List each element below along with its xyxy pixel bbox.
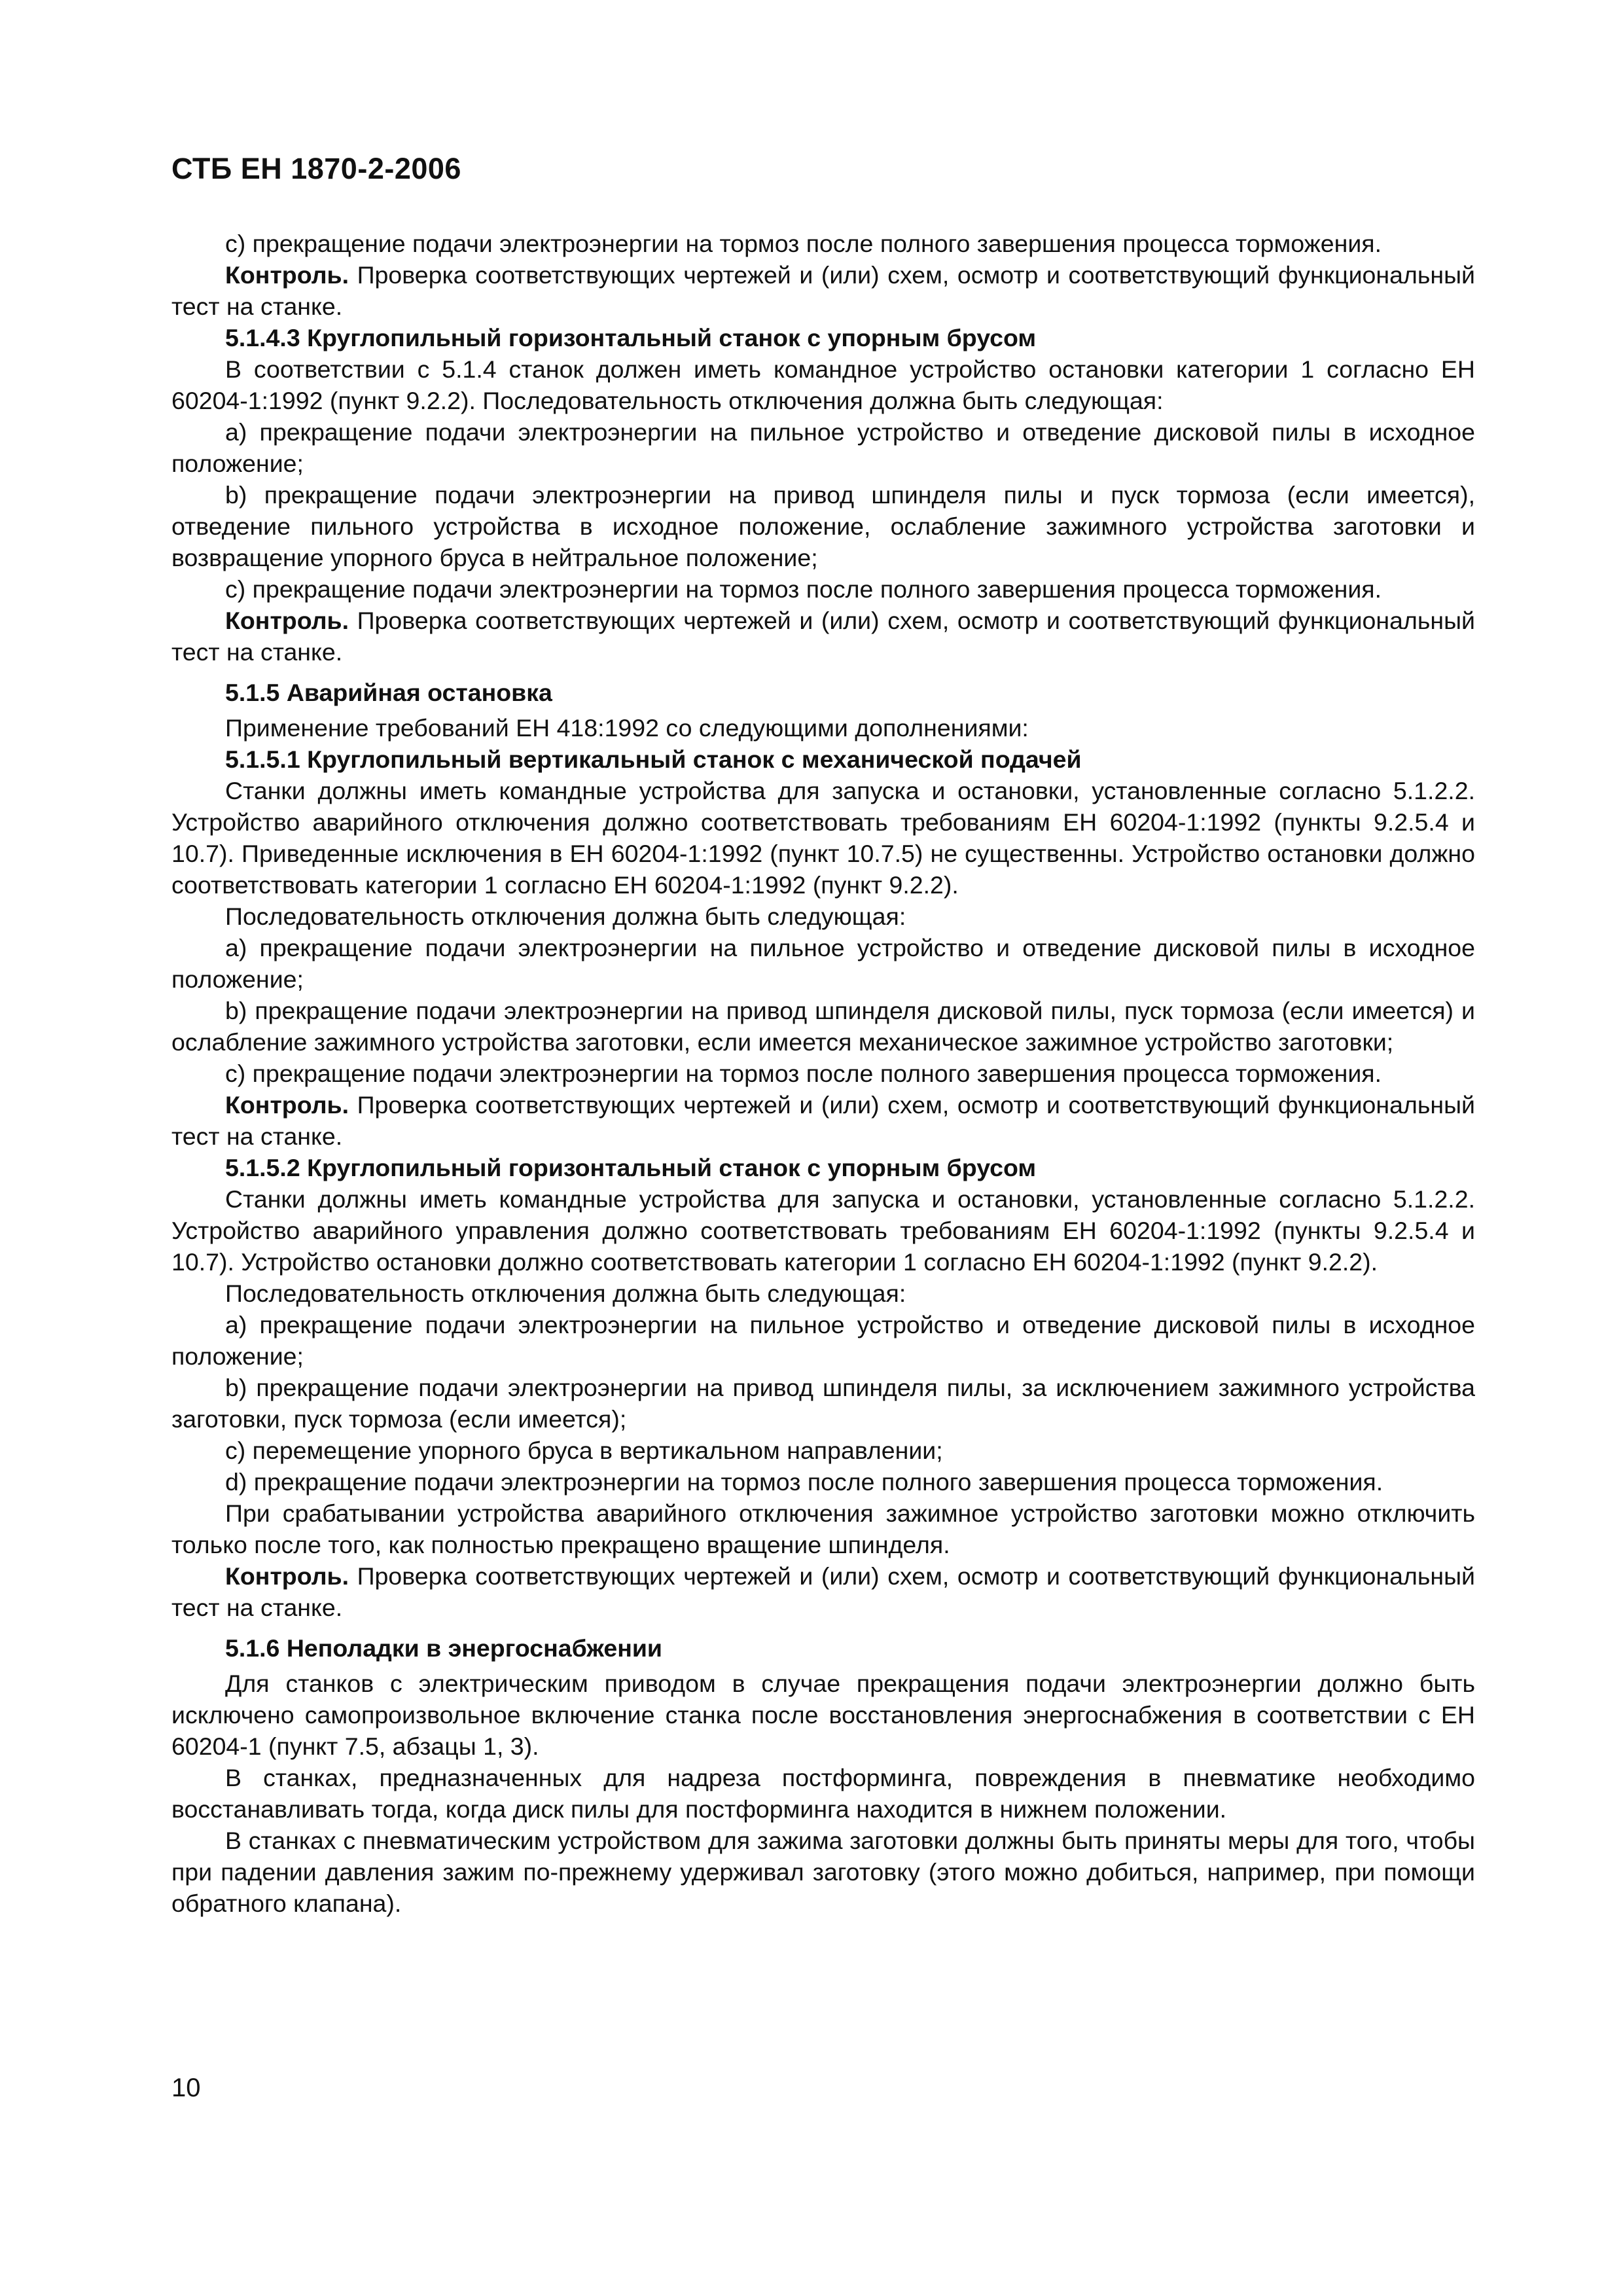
list-item: а) прекращение подачи электроэнергии на пильное устройство и отведение дисковой пилы в исходное положение; <box>171 418 1475 477</box>
paragraph: Применение требований ЕН 418:1992 со следующими дополнениями: <box>225 714 1029 742</box>
list-item: с) прекращение подачи электроэнергии на тормоз после полного завершения процесса торможения. <box>225 1060 1382 1087</box>
section-heading-5-1-4-3: 5.1.4.3 Круглопильный горизонтальный станок с упорным брусом <box>225 324 1037 351</box>
section-heading-5-1-6: 5.1.6 Неполадки в энергоснабжении <box>225 1634 662 1662</box>
page-number: 10 <box>171 2073 201 2102</box>
list-item: b) прекращение подачи электроэнергии на привод шпинделя пилы и пуск тормоза (если имеется), отведение пильного устройства в исходное положение, ослабление зажимного устройства заготовки и возвращение упорного бруса в нейтральное положение; <box>171 481 1475 571</box>
control-text: Проверка соответствующих чертежей и (или) схем, осмотр и соответствующий функциональный тест на станке. <box>171 1091 1475 1150</box>
control-text: Проверка соответствующих чертежей и (или) схем, осмотр и соответствующий функциональный тест на станке. <box>171 1562 1475 1621</box>
paragraph: Последовательность отключения должна быть следующая: <box>225 903 906 930</box>
control-keyword: Контроль. <box>225 607 349 634</box>
control-keyword: Контроль. <box>225 1091 349 1119</box>
paragraph: Последовательность отключения должна быть следующая: <box>225 1280 906 1307</box>
section-heading-5-1-5: 5.1.5 Аварийная остановка <box>225 679 552 706</box>
paragraph: с) прекращение подачи электроэнергии на тормоз после полного завершения процесса торможения. <box>225 230 1382 257</box>
page-body <box>171 228 1475 1919</box>
paragraph: При срабатывании устройства аварийного отключения зажимное устройство заготовки можно отключить только после того, как полностью прекращено вращение шпинделя. <box>171 1499 1475 1558</box>
section-heading-5-1-5-2: 5.1.5.2 Круглопильный горизонтальный станок с упорным брусом <box>225 1154 1037 1181</box>
control-paragraph <box>171 1560 1475 1623</box>
control-paragraph <box>171 605 1475 668</box>
control-paragraph <box>171 259 1475 322</box>
control-text: Проверка соответствующих чертежей и (или) схем, осмотр и соответствующий функциональный тест на станке. <box>171 261 1475 320</box>
paragraph: В станках с пневматическим устройством для зажима заготовки должны быть приняты меры для того, чтобы при падении давления зажим по-прежнему удерживал заготовку (этого можно добиться, например, при помощи обратного клапана). <box>171 1827 1475 1917</box>
list-item: b) прекращение подачи электроэнергии на привод шпинделя дисковой пилы, пуск тормоза (если имеется) и ослабление зажимного устройства заготовки, если имеется механическое зажимное устройство заготовки; <box>171 997 1475 1056</box>
list-item: а) прекращение подачи электроэнергии на пильное устройство и отведение дисковой пилы в исходное положение; <box>171 1311 1475 1370</box>
control-paragraph <box>171 1089 1475 1152</box>
list-item: d) прекращение подачи электроэнергии на тормоз после полного завершения процесса торможения. <box>225 1468 1383 1496</box>
paragraph: Для станков с электрическим приводом в случае прекращения подачи электроэнергии должно быть исключено самопроизвольное включение станка после восстановления энергоснабжения в соответствии с ЕН 60204-1 (пункт 7.5, абзацы 1, 3). <box>171 1670 1475 1760</box>
list-item: а) прекращение подачи электроэнергии на пильное устройство и отведение дисковой пилы в исходное положение; <box>171 934 1475 993</box>
control-keyword: Контроль. <box>225 1562 349 1590</box>
document-code: СТБ ЕН 1870-2-2006 <box>171 152 461 185</box>
control-keyword: Контроль. <box>225 261 349 289</box>
paragraph: Станки должны иметь командные устройства для запуска и остановки, установленные согласно 5.1.2.2. Устройство аварийного отключения должно соответствовать требованиям ЕН 60204-1:1992 (пункты 9.2.5.4 и 10.7). Приведенные исключения в ЕН 60204-1:1992 (пункт 10.7.5) не существенны. Устройство остановки должно соответствовать категории 1 согласно ЕН 60204-1:1992 (пункт 9.2.2). <box>171 777 1475 899</box>
list-item: b) прекращение подачи электроэнергии на привод шпинделя пилы, за исключением зажимного устройства заготовки, пуск тормоза (если имеется); <box>171 1374 1475 1433</box>
paragraph: Станки должны иметь командные устройства для запуска и остановки, установленные согласно 5.1.2.2. Устройство аварийного управления должно соответствовать требованиям ЕН 60204-1:1992 (пункты 9.2.5.4 и 10.7). Устройство остановки должно соответствовать категории 1 согласно ЕН 60204-1:1992 (пункт 9.2.2). <box>171 1185 1475 1276</box>
list-item: с) перемещение упорного бруса в вертикальном направлении; <box>225 1437 943 1464</box>
paragraph: В станках, предназначенных для надреза постформинга, повреждения в пневматике необходимо восстанавливать тогда, когда диск пилы для постформинга находится в нижнем положении. <box>171 1764 1475 1823</box>
section-heading-5-1-5-1: 5.1.5.1 Круглопильный вертикальный станок с механической подачей <box>225 745 1082 773</box>
control-text: Проверка соответствующих чертежей и (или) схем, осмотр и соответствующий функциональный тест на станке. <box>171 607 1475 666</box>
paragraph: В соответствии с 5.1.4 станок должен иметь командное устройство остановки категории 1 согласно ЕН 60204-1:1992 (пункт 9.2.2). Последовательность отключения должна быть следующая: <box>171 355 1475 414</box>
list-item: с) прекращение подачи электроэнергии на тормоз после полного завершения процесса торможения. <box>225 575 1382 603</box>
